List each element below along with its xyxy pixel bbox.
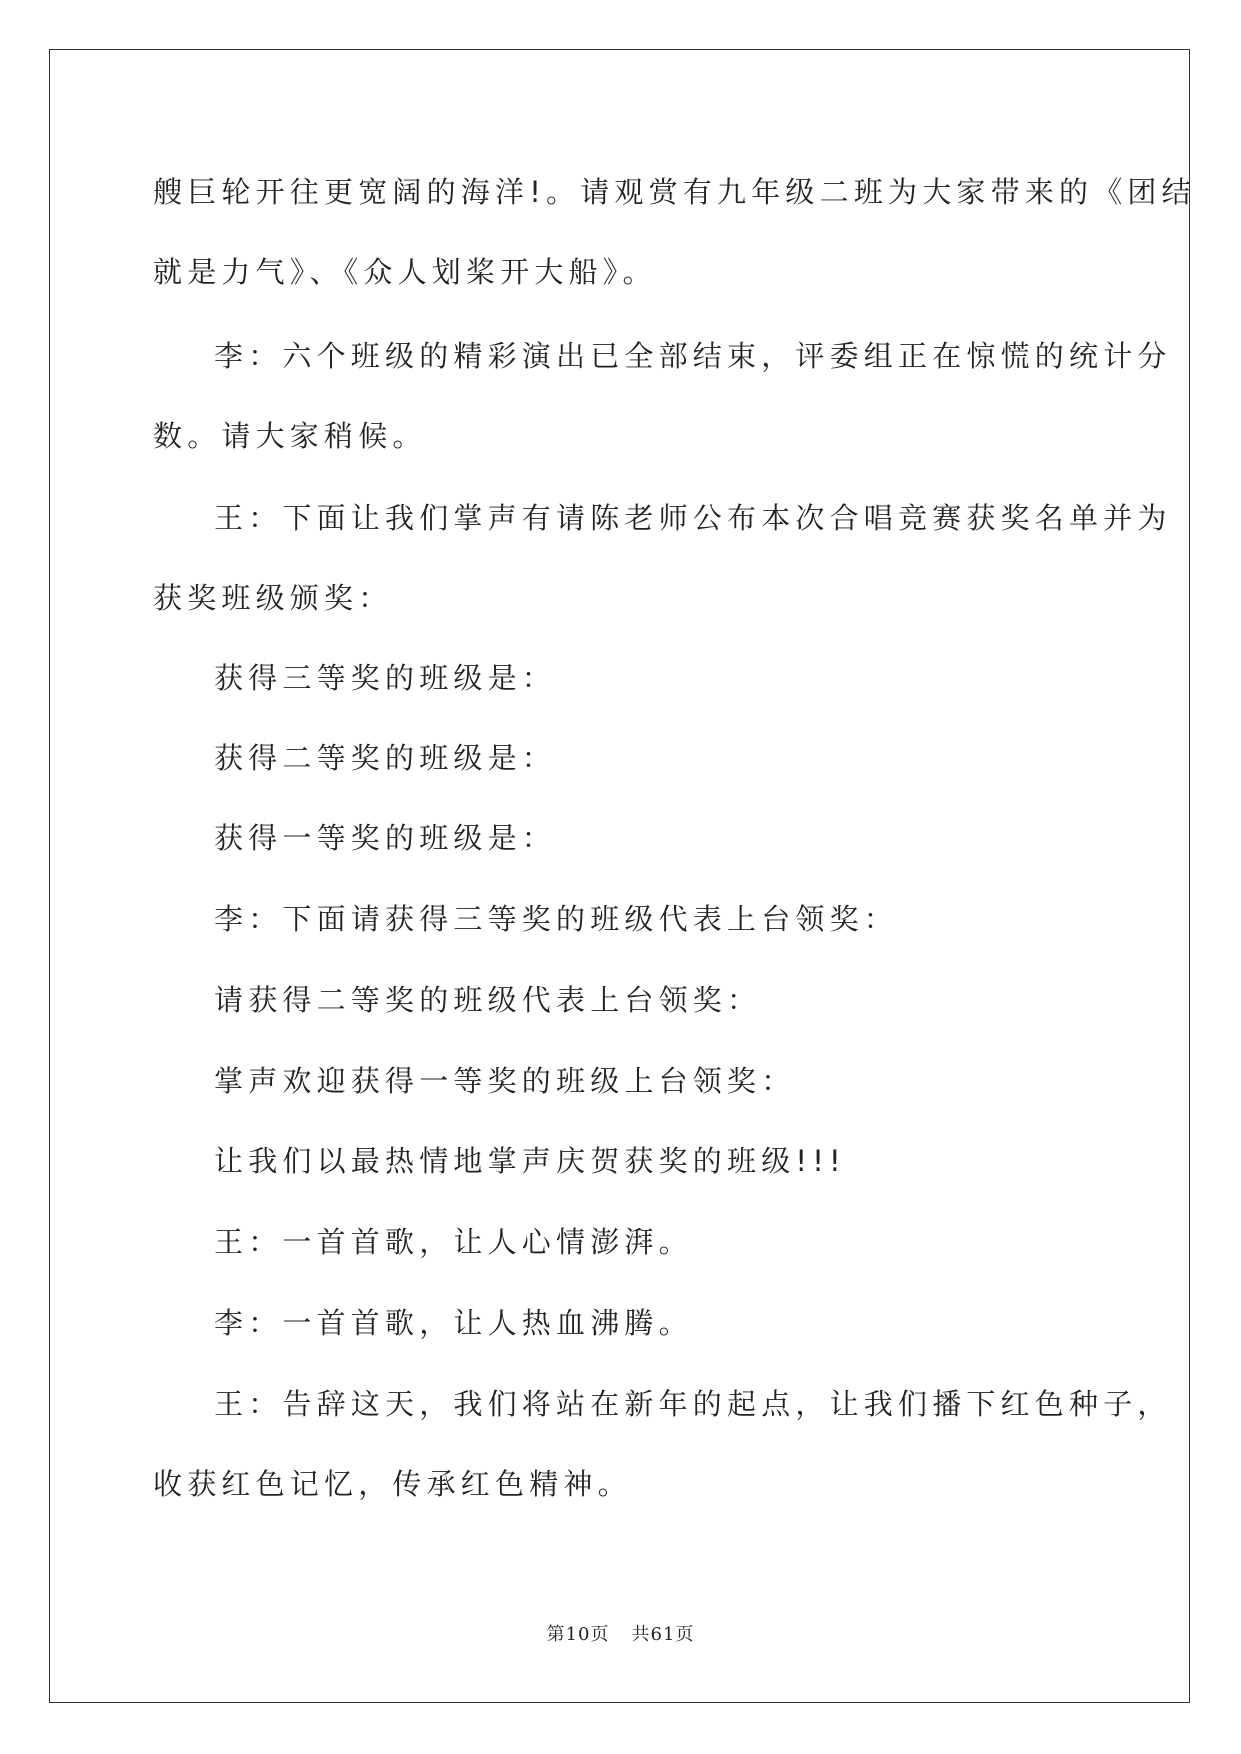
paragraph-line: 李：下面请获得三等奖的班级代表上台领奖： bbox=[214, 902, 899, 936]
paragraph-line: 王：下面让我们掌声有请陈老师公布本次合唱竞赛获奖名单并为 bbox=[214, 501, 1172, 535]
paragraph-line: 王：告辞这天，我们将站在新年的起点，让我们播下红色种子， bbox=[214, 1387, 1172, 1421]
paragraph-line: 获得二等奖的班级是： bbox=[214, 741, 557, 775]
paragraph-line: 艘巨轮开往更宽阔的海洋!。请观赏有九年级二班为大家带来的《团结 bbox=[153, 175, 1196, 209]
paragraph-line: 收获红色记忆，传承红色精神。 bbox=[153, 1467, 632, 1501]
paragraph-line: 李：一首首歌，让人热血沸腾。 bbox=[214, 1306, 693, 1340]
page-footer bbox=[0, 1620, 1241, 1646]
paragraph-line: 请获得二等奖的班级代表上台领奖： bbox=[214, 983, 762, 1017]
paragraph-line: 获得一等奖的班级是： bbox=[214, 821, 557, 855]
paragraph-line: 就是力气》、《众人划桨开大船》。 bbox=[153, 255, 657, 289]
paragraph-line: 李：六个班级的精彩演出已全部结束，评委组正在惊慌的统计分 bbox=[214, 339, 1172, 373]
paragraph-line: 王：一首首歌，让人心情澎湃。 bbox=[214, 1225, 693, 1259]
paragraph-line: 获奖班级颁奖： bbox=[153, 581, 393, 615]
page-total: 共61页 bbox=[631, 1624, 695, 1645]
paragraph-line: 数。请大家稍候。 bbox=[153, 419, 427, 453]
page-border bbox=[49, 49, 1190, 1703]
paragraph-line: 让我们以最热情地掌声庆贺获奖的班级!!! bbox=[214, 1144, 846, 1178]
paragraph-line: 获得三等奖的班级是： bbox=[214, 661, 557, 695]
paragraph-line: 掌声欢迎获得一等奖的班级上台领奖： bbox=[214, 1064, 796, 1098]
page-number: 第10页 bbox=[546, 1624, 610, 1645]
